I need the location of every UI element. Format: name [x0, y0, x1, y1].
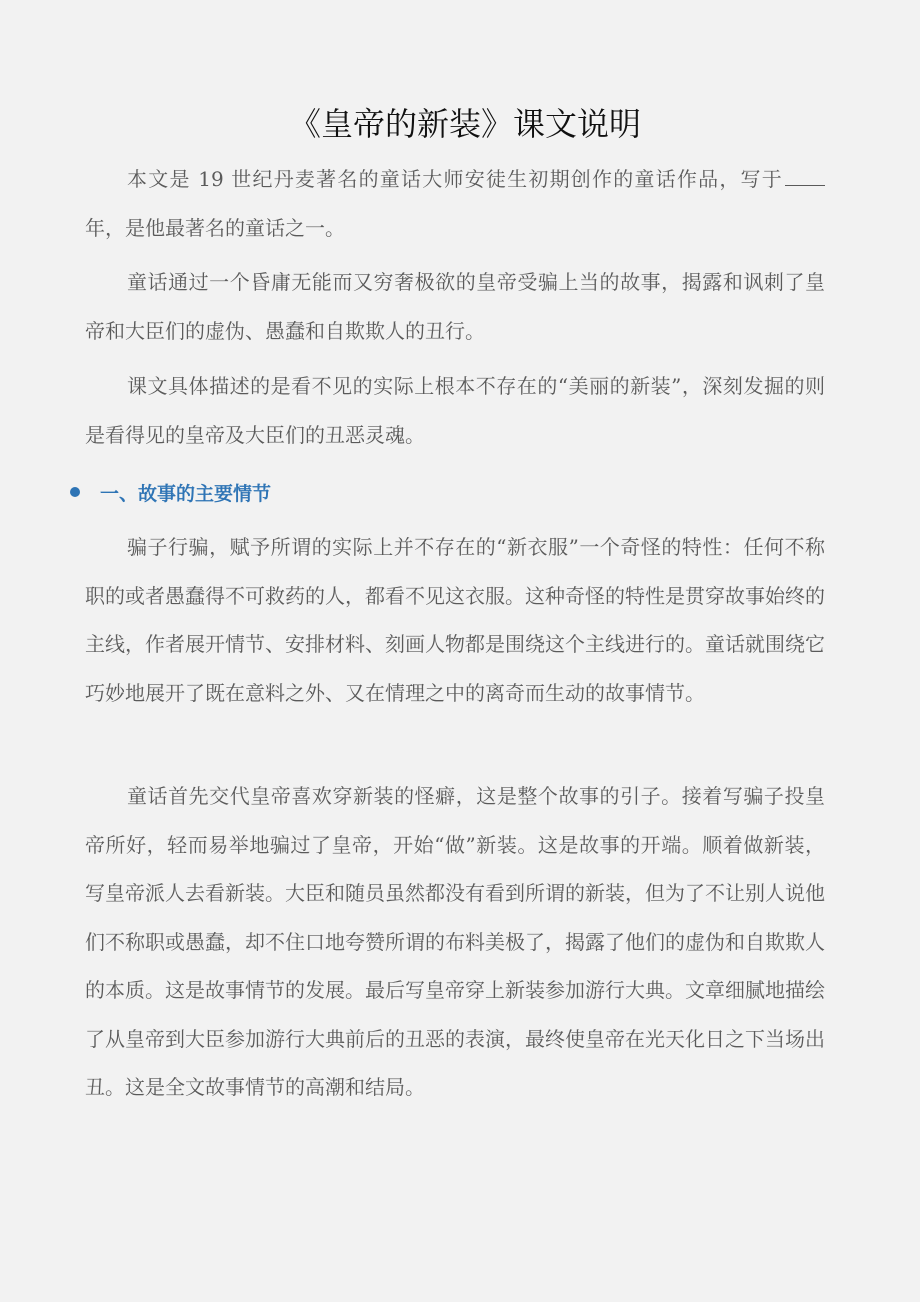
- bullet-icon: [70, 487, 80, 497]
- section-heading-text: 一、故事的主要情节: [100, 482, 272, 505]
- fill-in-blank: [785, 167, 825, 186]
- plot-paragraph-2: 童话首先交代皇帝喜欢穿新装的怪癖，这是整个故事的引子。接着写骗子投皇帝所好，轻而易举地骗过了皇帝，开始“做”新装。这是故事的开端。顺着做新装，写皇帝派人去看新装。大臣和随员虽然都没有看到所谓的新装，但为了不让别人说他们不称职或愚蠢，却不住口地夸赞所谓的布料美极了，揭露了他们的虚伪和自欺欺人的本质。这是故事情节的发展。最后写皇帝穿上新装参加游行大典。文章细腻地描绘了从皇帝到大臣参加游行大典前后的丑恶的表演，最终使皇帝在光天化日之下当场出丑。这是全文故事情节的高潮和结局。: [85, 784, 825, 1099]
- intro-paragraph-1-text: 本文是 19 世纪丹麦著名的童话大师安徒生初期创作的童话作品，写于: [127, 167, 783, 191]
- intro-paragraph-2: 童话通过一个昏庸无能而又穷奢极欲的皇帝受骗上当的故事，揭露和讽刺了皇帝和大臣们的虚伪、愚蠢和自欺欺人的丑行。: [85, 270, 825, 343]
- section-heading-main-plot: [70, 476, 271, 508]
- intro-paragraph-1-tail: 年，是他最著名的童话之一。: [85, 215, 345, 240]
- plot-paragraph-1: 骗子行骗，赋予所谓的实际上并不存在的“新衣服”一个奇怪的特性：任何不称职的或者愚蠢得不可救药的人，都看不见这衣服。这种奇怪的特性是贯穿故事始终的主线，作者展开情节、安排材料、刻画人物都是围绕这个主线进行的。童话就围绕它巧妙地展开了既在意料之外、又在情理之中的离奇而生动的故事情节。: [85, 535, 825, 705]
- page-title: 《皇帝的新装》课文说明: [288, 105, 641, 143]
- intro-paragraph-1: [85, 155, 825, 252]
- intro-paragraph-3: 课文具体描述的是看不见的实际上根本不存在的“美丽的新装”，深刻发掘的则是看得见的皇帝及大臣们的丑恶灵魂。: [85, 374, 825, 447]
